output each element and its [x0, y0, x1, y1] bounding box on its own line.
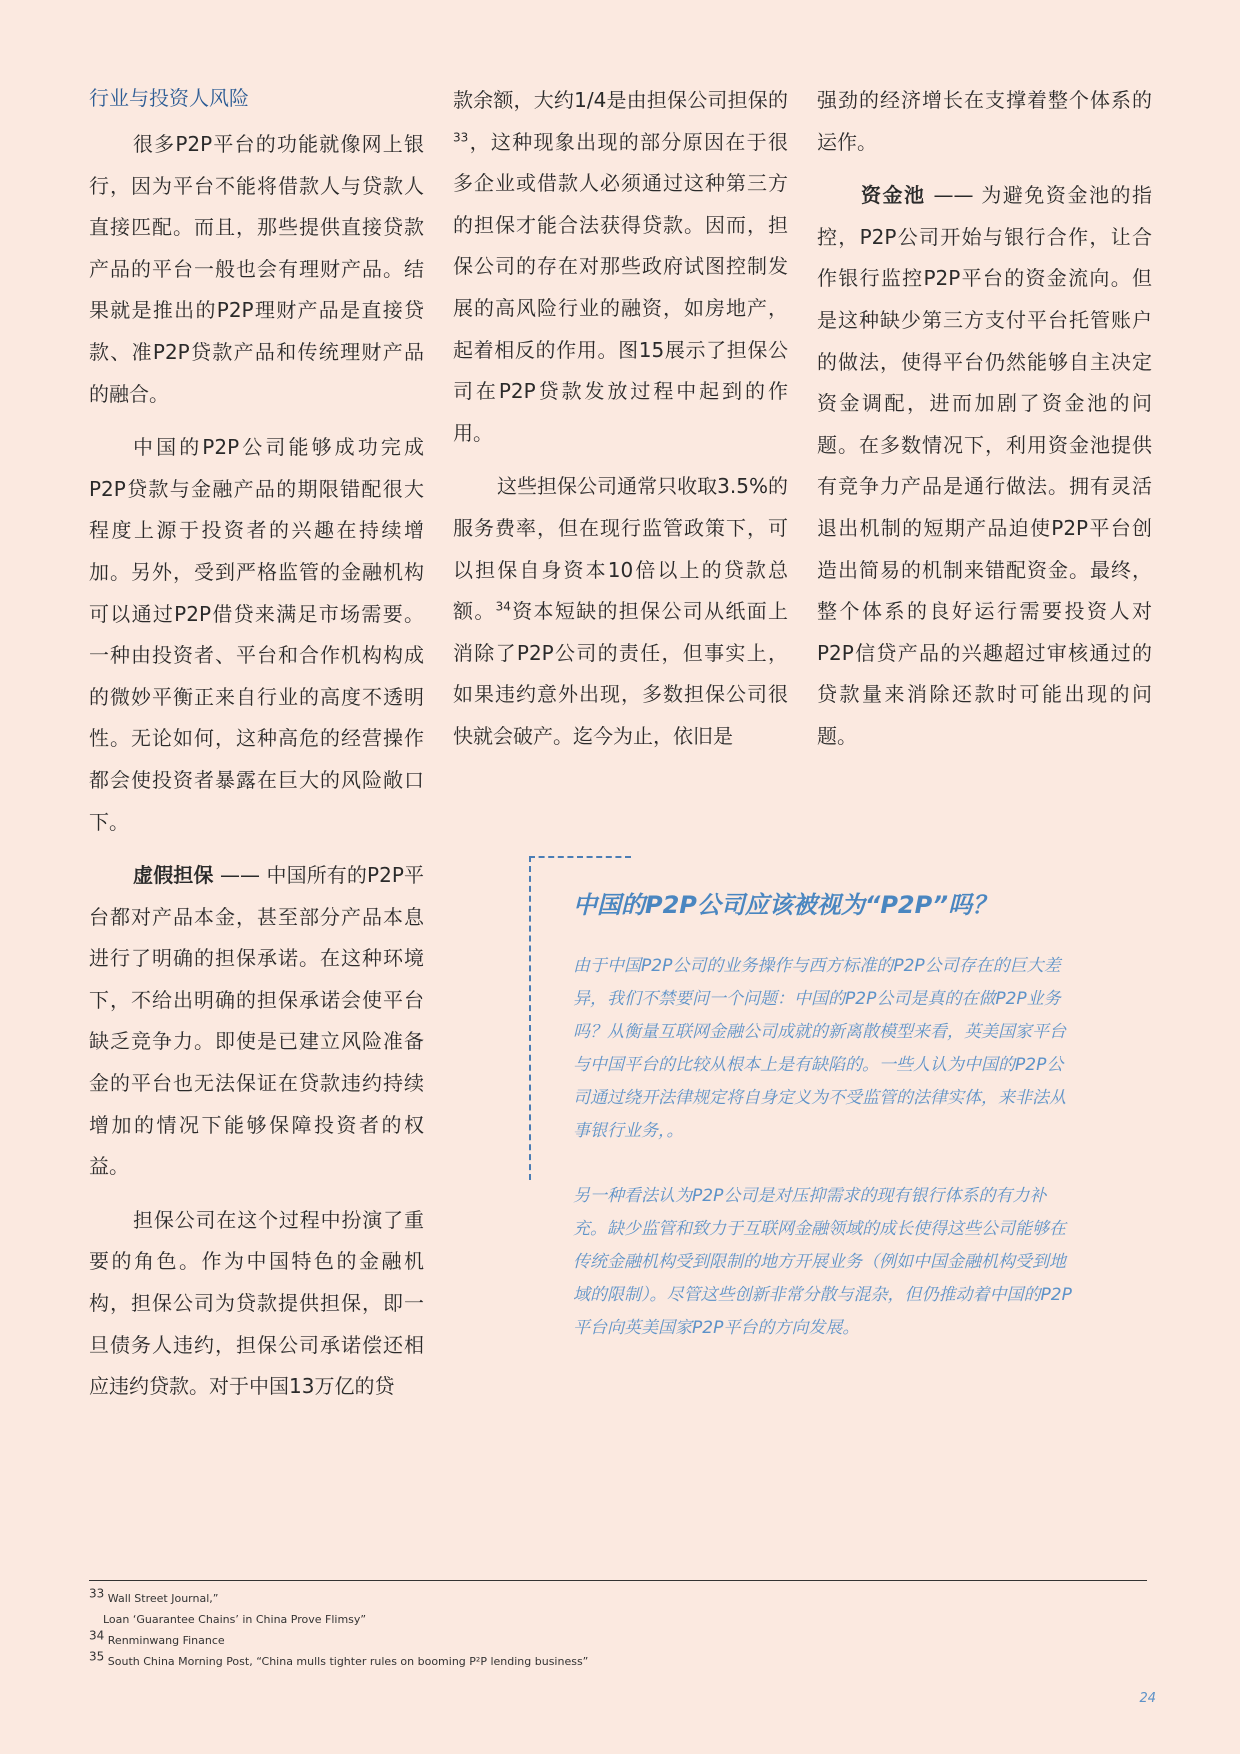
paragraph	[453, 80, 788, 454]
sidebar-paragraph: 由于中国P2P公司的业务操作与西方标准的P2P公司存在的巨大差异，我们不禁要问一个问题：中国的P2P公司是真的在做P2P业务吗？从衡量互联网金融公司成就的新离散模型来看，英美国家平台与中国平台的比较从根本上是有缺陷的。一些人认为中国的P2P公司通过绕开法律规定将自身定义为不受监管的法律实体，来非法从事银行业务，。	[573, 956, 1066, 1141]
paragraph-text: 为避免资金池的指控，P2P公司开始与银行合作，让合作银行监控P2P平台的资金流向。但是这种缺少第三方支付平台托管账户的做法，使得平台仍然能够自主决定资金调配，进而加剧了资金池的问题。在多数情况下，利用资金池提供有竞争力产品是通行做法。拥有灵活退出机制的短期产品迫使P2P平台创造出简易的机制来错配资金。最终，整个体系的良好运行需要投资人对P2P信贷产品的兴趣超过审核通过的贷款量来消除还款时可能出现的问题。	[817, 183, 1153, 748]
column-1	[89, 80, 424, 1420]
em-dash: ——	[933, 183, 974, 208]
footnote-33-continued: Loan ‘Guarantee Chains’ in China Prove Flimsy”	[103, 1613, 367, 1626]
column-2	[453, 80, 788, 770]
footnote-number: 35	[89, 1649, 105, 1664]
footnote-number: 33	[89, 1586, 105, 1601]
footnote-text: Renminwang Finance	[107, 1634, 225, 1647]
paragraph: 很多P2P平台的功能就像网上银行，因为平台不能将借款人与贷款人直接匹配。而且，那些提供直接贷款产品的平台一般也会有理财产品。结果就是推出的P2P理财产品是直接贷款、准P2P贷款产品和传统理财产品的融合。	[89, 132, 424, 406]
paragraph	[817, 175, 1152, 757]
footnote-34	[89, 1630, 588, 1651]
paragraph-text: ，这种现象出现的部分原因在于很多企业或借款人必须通过这种第三方的担保才能合法获得贷款。因而，担保公司的存在对那些政府试图控制发展的高风险行业的融资，如房地产，起着相反的作用。图15展示了担保公司在P2P贷款发放过程中起到的作用。	[453, 129, 788, 445]
paragraph: 担保公司在这个过程中扮演了重要的角色。作为中国特色的金融机构，担保公司为贷款提供担保，即一旦债务人违约，担保公司承诺偿还相应违约贷款。对于中国13万亿的贷	[89, 1207, 424, 1399]
sidebar-paragraph: 另一种看法认为P2P公司是对压抑需求的现有银行体系的有力补充。缺少监管和致力于互联网金融领域的成长使得这些公司能够在传统金融机构受到限制的地方开展业务（例如中国金融机构受到地域的限制）。尽管这些创新非常分散与混杂，但仍推动着中国的P2P平台向英美国家P2P平台的方向发展。	[573, 1186, 1072, 1338]
footnotes	[89, 1588, 588, 1672]
footnote-text: Wall Street Journal,”	[107, 1592, 219, 1605]
paragraph-lead: 虚假担保	[133, 863, 214, 888]
page-number: 24	[1139, 1691, 1156, 1706]
paragraph	[89, 855, 424, 1188]
paragraph: 中国的P2P公司能够成功完成P2P贷款与金融产品的期限错配很大程度上源于投资者的兴趣在持续增加。另外，受到严格监管的金融机构可以通过P2P借贷来满足市场需要。一种由投资者、平台和合作机构构成的微妙平衡正来自行业的高度不透明性。无论如何，这种高危的经营操作都会使投资者暴露在巨大的风险敞口下。	[89, 435, 424, 834]
footnote-text: South China Morning Post, “China mulls tighter rules on booming P²P lending business”	[107, 1655, 589, 1668]
sidebar-box	[573, 888, 1073, 1377]
paragraph-text: 这些担保公司通常只收取3.5%的服务费率，但在现行监管政策下，可以担保自身资本10倍以上的贷款总额。	[453, 474, 788, 624]
sidebar-title: 中国的P2P公司应该被视为“P2P”吗？	[573, 891, 997, 919]
section-title: 行业与投资人风险	[89, 86, 249, 110]
footnote-divider	[89, 1580, 1147, 1581]
footnote-33	[89, 1588, 588, 1609]
paragraph-text: 款余额，大约1/4是由担保公司担保的	[453, 88, 788, 112]
footnote-35	[89, 1651, 588, 1672]
paragraph: 强劲的经济增长在支撑着整个体系的运作。	[817, 88, 1152, 154]
column-3	[817, 80, 1152, 770]
em-dash: ——	[219, 863, 260, 888]
paragraph-text: 中国所有的P2P平台都对产品本金，甚至部分产品本息进行了明确的担保承诺。在这种环境下，不给出明确的担保承诺会使平台缺乏竞争力。即使是已建立风险准备金的平台也无法保证在贷款违约持续增加的情况下能够保障投资者的权益。	[89, 863, 425, 1179]
paragraph-text: 资本短缺的担保公司从纸面上消除了P2P公司的责任，但事实上，如果违约意外出现，多数担保公司很快就会破产。迄今为止，依旧是	[453, 599, 789, 748]
footnote-number: 34	[89, 1628, 105, 1643]
paragraph	[453, 466, 788, 757]
footnote-ref: 33	[453, 129, 469, 144]
paragraph-lead: 资金池	[861, 183, 926, 208]
footnote-ref: 34	[495, 599, 511, 614]
